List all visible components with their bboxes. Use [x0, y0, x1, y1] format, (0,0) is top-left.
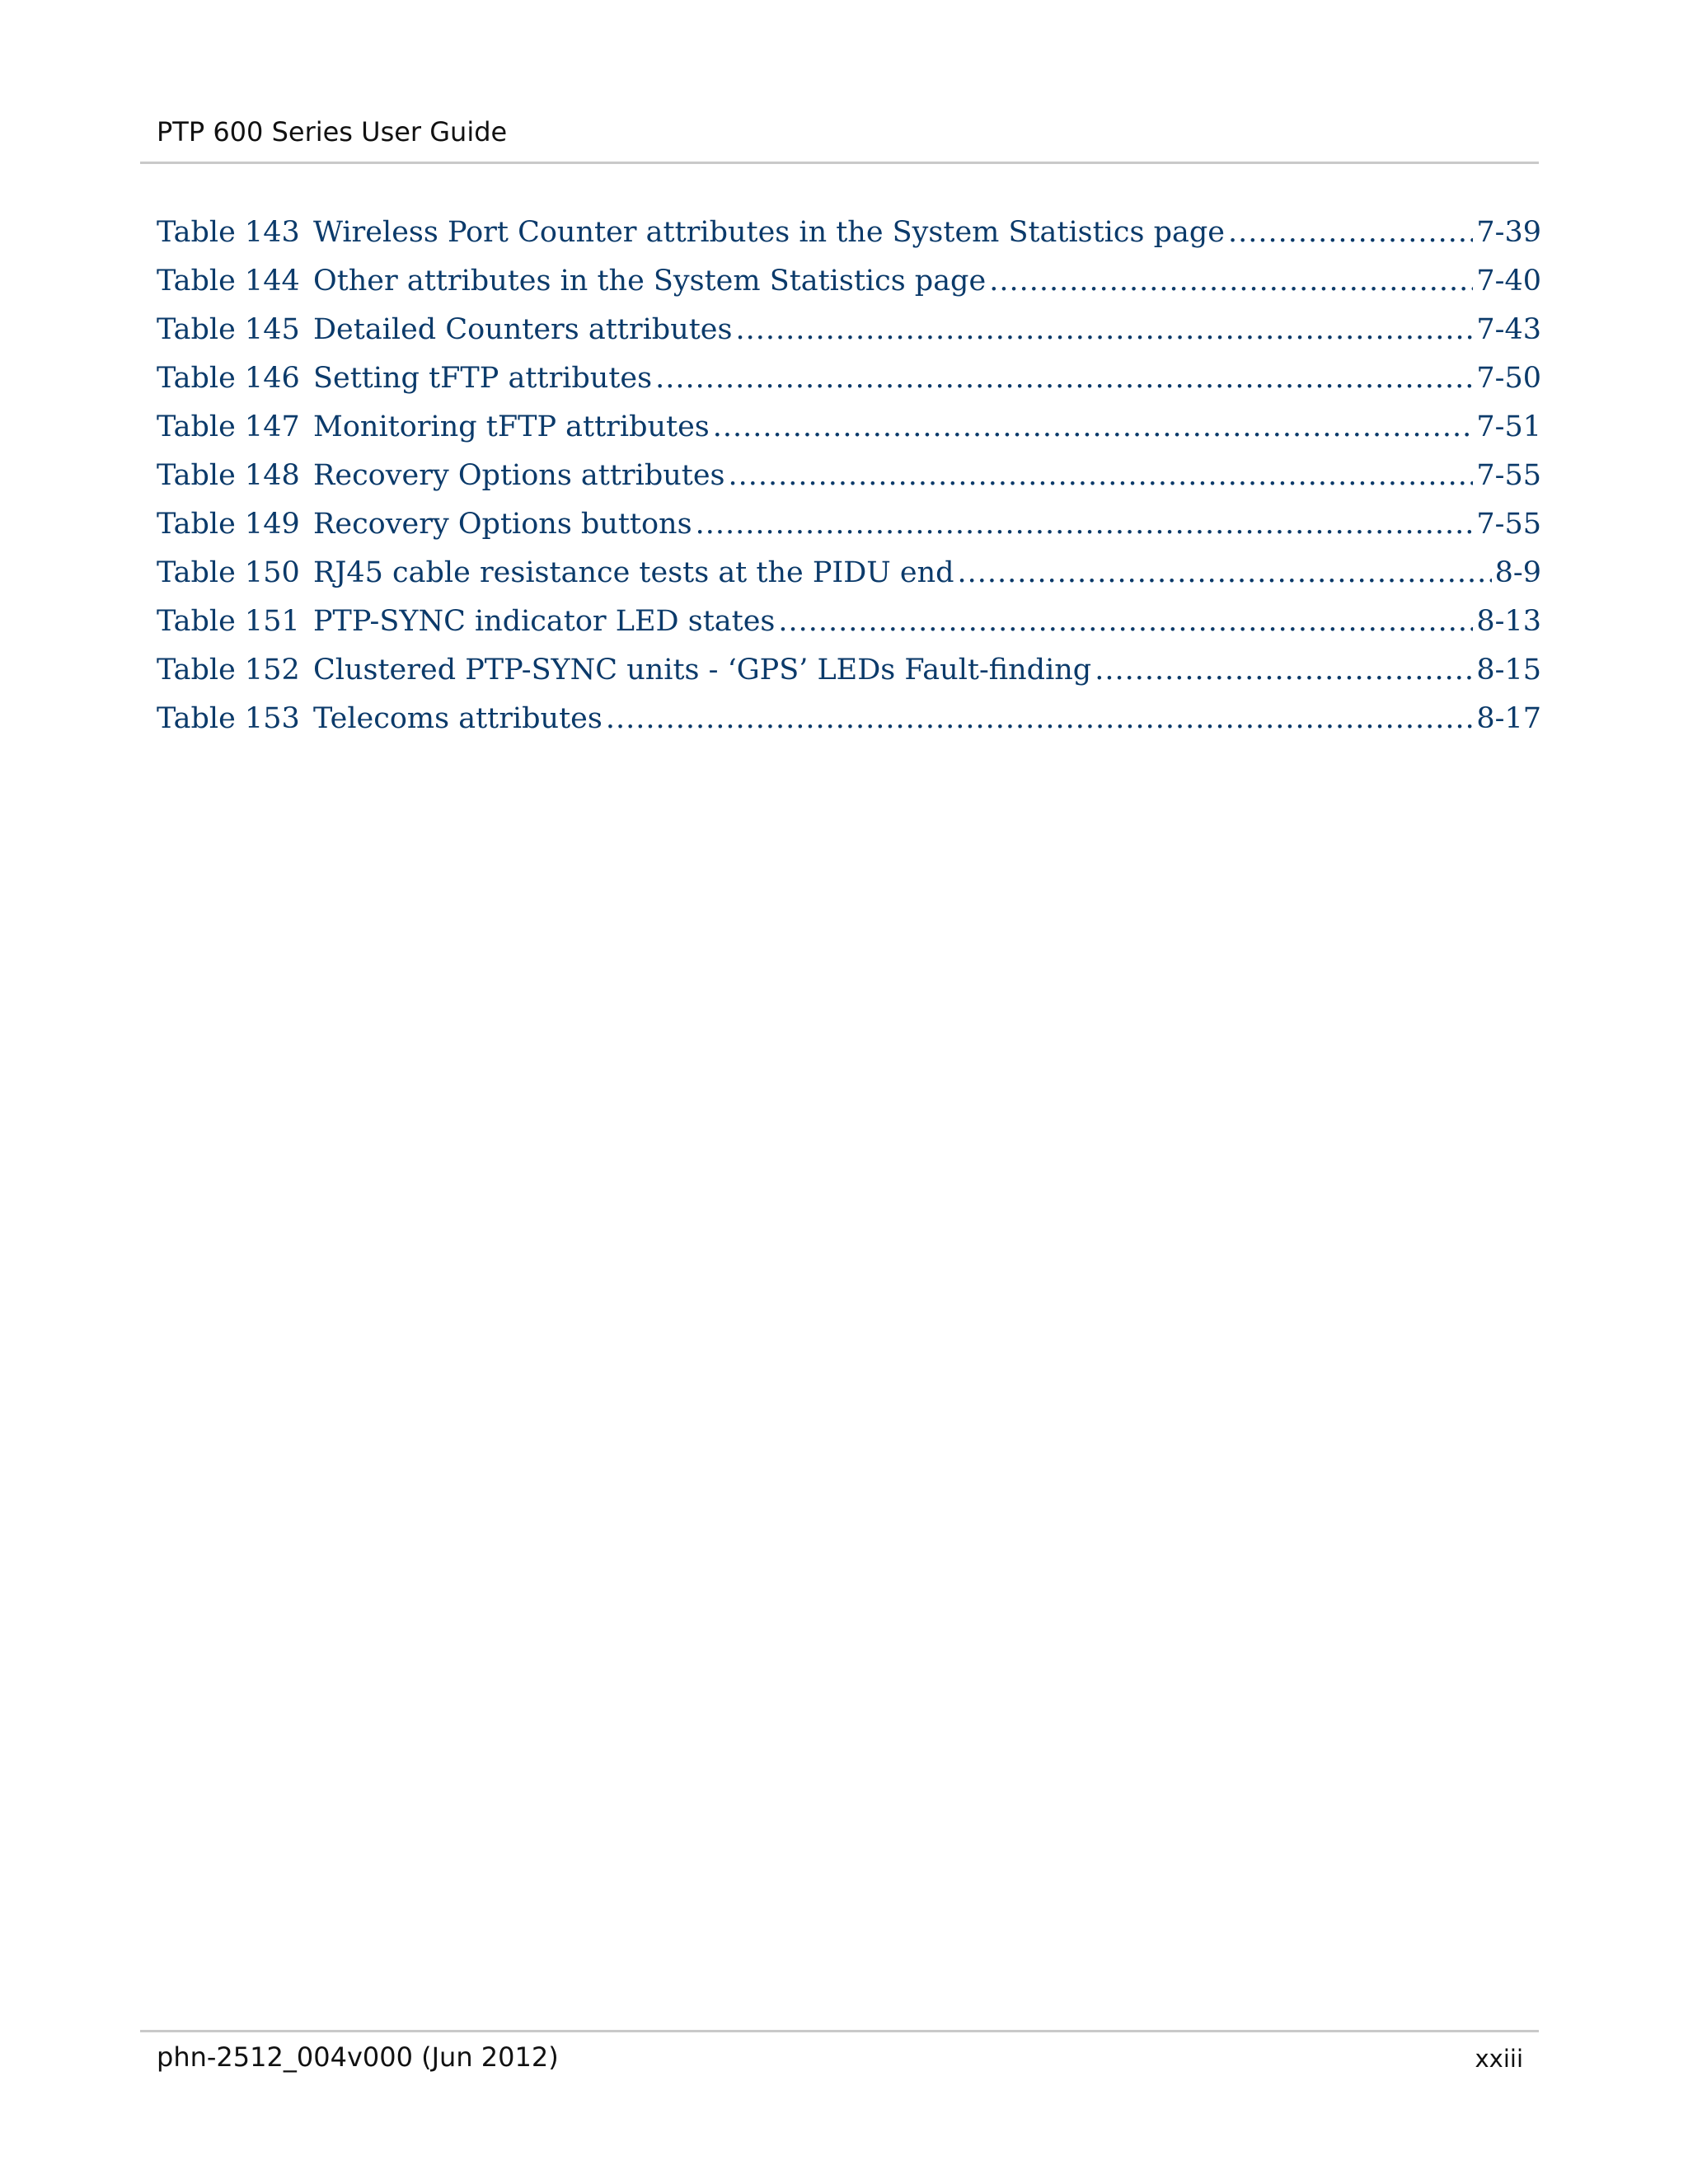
toc-entry-label: Table 144 — [157, 265, 300, 298]
toc-entry-page: 8-9 — [1494, 556, 1541, 589]
toc-dot-leader — [606, 702, 1474, 735]
toc-entry-table-143[interactable] — [157, 216, 1541, 265]
header-rule — [140, 162, 1539, 164]
toc-entry-label: Table 145 — [157, 313, 300, 346]
toc-entry-page: 7-50 — [1476, 362, 1541, 395]
toc-entry-table-145[interactable] — [157, 313, 1541, 362]
toc-dot-leader — [778, 605, 1473, 638]
footer-page-number: xxiii — [1475, 2045, 1523, 2073]
running-header: PTP 600 Series User Guide — [157, 116, 508, 148]
toc-entry-title: Wireless Port Counter attributes in the System Statistics page — [313, 216, 1225, 249]
toc-entry-table-149[interactable] — [157, 508, 1541, 556]
footer-rule — [140, 2030, 1539, 2032]
toc-dot-leader — [729, 459, 1474, 492]
toc-entry-label: Table 151 — [157, 605, 300, 638]
toc-entry-label: Table 150 — [157, 556, 300, 589]
toc-entry-table-148[interactable] — [157, 459, 1541, 508]
toc-dot-leader — [1095, 654, 1473, 687]
toc-entry-title: Other attributes in the System Statistics page — [313, 265, 987, 298]
toc-dot-leader — [735, 313, 1473, 346]
toc-entry-label: Table 146 — [157, 362, 300, 395]
toc-entry-page: 8-15 — [1476, 654, 1541, 687]
toc-dot-leader — [713, 410, 1474, 443]
toc-entry-page: 7-51 — [1476, 410, 1541, 443]
toc-entry-table-152[interactable] — [157, 654, 1541, 702]
toc-entry-table-150[interactable] — [157, 556, 1541, 605]
toc-entry-page: 8-13 — [1476, 605, 1541, 638]
table-of-tables-list — [157, 216, 1541, 751]
toc-entry-label: Table 147 — [157, 410, 300, 443]
toc-entry-page: 8-17 — [1476, 702, 1541, 735]
toc-entry-label: Table 152 — [157, 654, 300, 687]
toc-dot-leader — [696, 508, 1474, 541]
toc-entry-table-147[interactable] — [157, 410, 1541, 459]
toc-dot-leader — [958, 556, 1492, 589]
toc-dot-leader — [655, 362, 1473, 395]
toc-entry-title: Recovery Options buttons — [313, 508, 692, 541]
toc-entry-label: Table 149 — [157, 508, 300, 541]
toc-entry-title: Detailed Counters attributes — [313, 313, 733, 346]
toc-entry-label: Table 153 — [157, 702, 300, 735]
toc-entry-page: 7-55 — [1476, 508, 1541, 541]
toc-entry-table-153[interactable] — [157, 702, 1541, 751]
toc-entry-title: Setting tFTP attributes — [313, 362, 653, 395]
toc-entry-title: Recovery Options attributes — [313, 459, 725, 492]
toc-entry-table-146[interactable] — [157, 362, 1541, 410]
footer-document-id: phn-2512_004v000 (Jun 2012) — [157, 2041, 559, 2073]
toc-entry-title: RJ45 cable resistance tests at the PIDU end — [313, 556, 954, 589]
toc-dot-leader — [989, 265, 1473, 298]
toc-entry-title: Clustered PTP-SYNC units - ‘GPS’ LEDs Fault-finding — [313, 654, 1092, 687]
toc-entry-table-151[interactable] — [157, 605, 1541, 654]
toc-dot-leader — [1228, 216, 1473, 249]
toc-entry-title: Monitoring tFTP attributes — [313, 410, 710, 443]
toc-entry-page: 7-40 — [1476, 265, 1541, 298]
toc-entry-title: PTP-SYNC indicator LED states — [313, 605, 776, 638]
toc-entry-title: Telecoms attributes — [313, 702, 603, 735]
toc-entry-page: 7-39 — [1476, 216, 1541, 249]
toc-entry-label: Table 143 — [157, 216, 300, 249]
toc-entry-page: 7-55 — [1476, 459, 1541, 492]
toc-entry-table-144[interactable] — [157, 265, 1541, 313]
toc-entry-page: 7-43 — [1476, 313, 1541, 346]
toc-entry-label: Table 148 — [157, 459, 300, 492]
